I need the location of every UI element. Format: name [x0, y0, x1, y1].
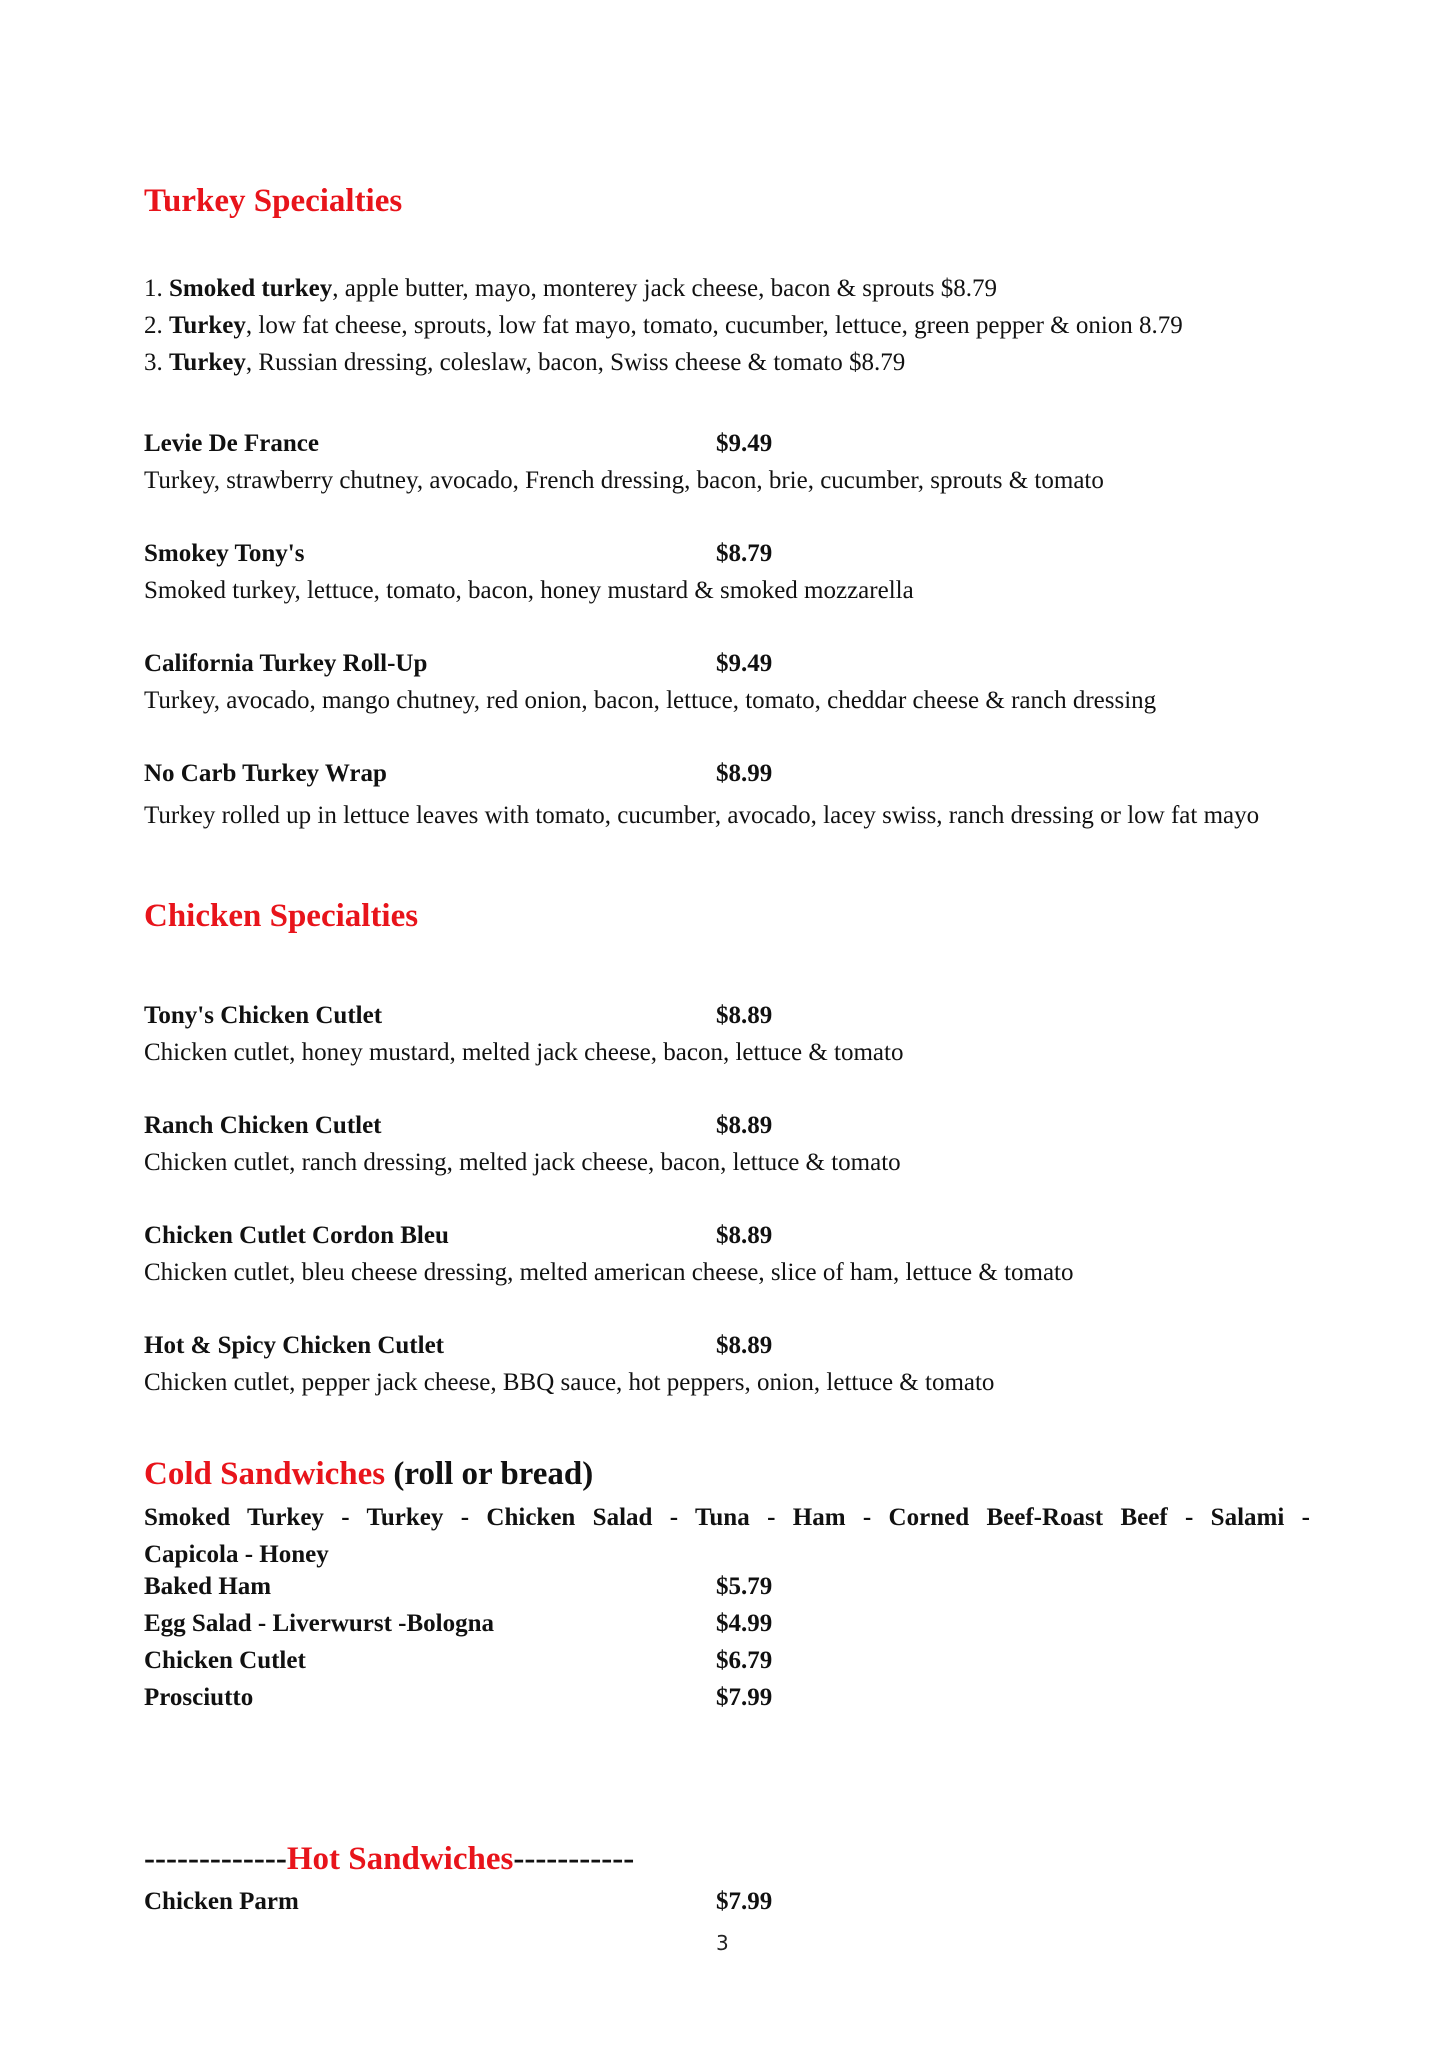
turkey-section-heading: Turkey Specialties	[144, 183, 403, 219]
item-name: Chicken Parm	[144, 1888, 299, 1915]
item-price: $7.99	[716, 1888, 773, 1915]
turkey-numbered-item	[144, 344, 905, 381]
item-name: Smoked turkey	[169, 275, 333, 302]
menu-item	[144, 1332, 1314, 1369]
item-name: Hot & Spicy Chicken Cutlet	[144, 1332, 444, 1359]
item-description: Chicken cutlet, ranch dressing, melted jack cheese, bacon, lettuce & tomato	[144, 1149, 901, 1176]
item-description: Chicken cutlet, pepper jack cheese, BBQ sauce, hot peppers, onion, lettuce & tomato	[144, 1369, 995, 1396]
cold-section-heading	[144, 1456, 593, 1493]
menu-item	[144, 1610, 1314, 1647]
item-price: $8.89	[716, 1222, 773, 1249]
turkey-numbered-item	[144, 270, 997, 307]
item-description: Turkey, avocado, mango chutney, red onion, bacon, lettuce, tomato, cheddar cheese & ranch dressing	[144, 687, 1157, 714]
menu-item	[144, 1002, 1314, 1039]
menu-item	[144, 1647, 1314, 1684]
menu-item	[144, 1573, 1314, 1610]
item-price: $5.79	[716, 1573, 773, 1600]
cold-section-title: Cold Sandwiches	[144, 1456, 386, 1492]
item-name: Ranch Chicken Cutlet	[144, 1112, 382, 1139]
item-desc: , apple butter, mayo, monterey jack cheese, bacon & sprouts $8.79	[332, 275, 997, 302]
item-description: Turkey, strawberry chutney, avocado, French dressing, bacon, brie, cucumber, sprouts & tomato	[144, 467, 1104, 494]
heading-dashes-left: -------------	[144, 1841, 287, 1877]
item-price: $8.99	[716, 760, 773, 787]
item-desc: , Russian dressing, coleslaw, bacon, Swiss cheese & tomato $8.79	[245, 349, 906, 376]
item-name: Tony's Chicken Cutlet	[144, 1002, 383, 1029]
heading-dashes-right: -----------	[513, 1841, 635, 1877]
item-number: 1.	[144, 275, 163, 302]
item-name: Prosciutto	[144, 1684, 254, 1711]
item-name: Baked Ham	[144, 1573, 272, 1600]
item-name: Turkey	[169, 349, 246, 376]
item-name: California Turkey Roll-Up	[144, 650, 428, 677]
item-description: Turkey rolled up in lettuce leaves with tomato, cucumber, avocado, lacey swiss, ranch dressing or low fat mayo	[144, 802, 1260, 829]
item-name: Levie De France	[144, 430, 319, 457]
item-price: $9.49	[716, 430, 773, 457]
menu-item	[144, 540, 1314, 577]
menu-item	[144, 1684, 1314, 1721]
item-desc: , low fat cheese, sprouts, low fat mayo, tomato, cucumber, lettuce, green pepper & onion 8.79	[245, 312, 1183, 339]
menu-item	[144, 760, 1314, 797]
cold-section-subtitle: (roll or bread)	[385, 1456, 594, 1492]
menu-item	[144, 430, 1314, 467]
turkey-numbered-item	[144, 307, 1183, 344]
chicken-section-heading: Chicken Specialties	[144, 898, 419, 934]
item-price: $8.89	[716, 1002, 773, 1029]
item-name: Chicken Cutlet	[144, 1647, 306, 1674]
item-number: 3.	[144, 349, 163, 376]
item-price: $8.89	[716, 1332, 773, 1359]
item-name: No Carb Turkey Wrap	[144, 760, 387, 787]
page-number: 3	[716, 1931, 729, 1955]
menu-item	[144, 1112, 1314, 1149]
cold-meat-list: Smoked Turkey - Turkey - Chicken Salad - Tuna - Ham - Corned Beef-Roast Beef - Salami -	[144, 1504, 1310, 1531]
menu-item	[144, 1888, 1314, 1925]
item-name: Chicken Cutlet Cordon Bleu	[144, 1222, 449, 1249]
hot-section-title: Hot Sandwiches	[286, 1841, 514, 1877]
item-description: Smoked turkey, lettuce, tomato, bacon, honey mustard & smoked mozzarella	[144, 577, 914, 604]
item-price: $8.79	[716, 540, 773, 567]
item-number: 2.	[144, 312, 163, 339]
item-name: Smokey Tony's	[144, 540, 305, 567]
hot-section-heading	[144, 1841, 634, 1878]
item-price: $4.99	[716, 1610, 773, 1637]
item-description: Chicken cutlet, bleu cheese dressing, melted american cheese, slice of ham, lettuce & tomato	[144, 1259, 1074, 1286]
menu-item	[144, 650, 1314, 687]
item-price: $8.89	[716, 1112, 773, 1139]
item-name: Egg Salad - Liverwurst -Bologna	[144, 1610, 495, 1637]
item-description: Chicken cutlet, honey mustard, melted jack cheese, bacon, lettuce & tomato	[144, 1039, 904, 1066]
item-price: $7.99	[716, 1684, 773, 1711]
item-price: $6.79	[716, 1647, 773, 1674]
item-price: $9.49	[716, 650, 773, 677]
cold-meat-list-continued: Capicola - Honey	[144, 1541, 329, 1568]
item-name: Turkey	[169, 312, 246, 339]
menu-item	[144, 1222, 1314, 1259]
